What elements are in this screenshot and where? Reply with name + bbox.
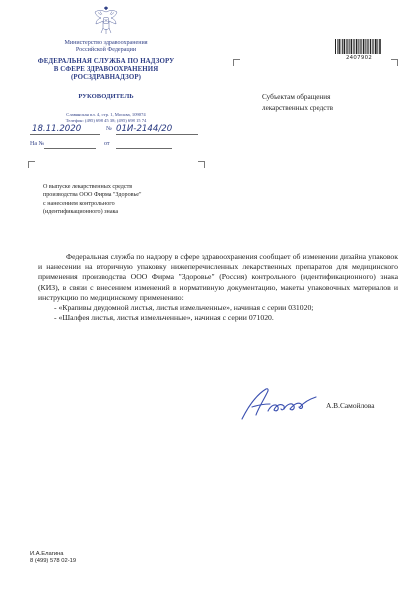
list-item: - «Крапивы двудомной листья, листья измельченные», начиная с серии 031020; xyxy=(54,303,314,313)
document-date: 18.11.2020 xyxy=(32,124,82,134)
bracket-addressee-right xyxy=(391,59,398,66)
bracket-addressee-left xyxy=(233,59,240,66)
na-underline xyxy=(44,148,96,149)
head-title: РУКОВОДИТЕЛЬ xyxy=(78,93,134,100)
bracket-top-left xyxy=(28,161,35,168)
reference-row xyxy=(24,141,204,151)
signer-name: А.В.Самойлова xyxy=(326,401,375,410)
letter-body xyxy=(38,252,398,323)
ot-underline xyxy=(116,148,172,149)
date-underline xyxy=(30,134,100,135)
letter-subject: О выпуске лекарственных средств производства ООО Фирма "Здоровье" с нанесением контрольного (идентификационного) знака xyxy=(43,184,142,216)
registration-number: 01И-2144/20 xyxy=(116,124,173,134)
ministry-name: Министерство здравоохранения Российской Федерации xyxy=(64,40,148,54)
address: Славянская пл. 4, стр. 1, Москва, 109074 Телефон: (495) 698 45 38; (495) 698 15 74 xyxy=(65,112,147,123)
number-sign: № xyxy=(106,126,112,132)
barcode-icon xyxy=(335,39,381,54)
body-paragraph: Федеральная служба по надзору в сфере здравоохранения сообщает об изменении дизайна упаковок и нанесении на вторичную упаковку нижеперечисленных лекарственных препаратов для медицинского применения производства ООО Фирма "Здоровье" (Россия) контрольного (идентификационного) знака (КИЗ), в связи с внесением изменений в нормативную документацию, макеты упаковочных материалов и инструкцию по медицинскому применению: xyxy=(38,252,398,302)
executor-phone: 8 (499) 578 02-19 xyxy=(30,558,77,565)
executor-name: И.А.Елагина xyxy=(30,551,64,557)
date-registration-row xyxy=(24,124,224,136)
bracket-top-right xyxy=(198,161,205,168)
executor-info xyxy=(30,551,76,565)
addressee: Субъектам обращения лекарственных средств xyxy=(262,93,333,112)
number-underline xyxy=(116,134,198,135)
service-name: ФЕДЕРАЛЬНАЯ СЛУЖБА ПО НАДЗОРУ В СФЕРЕ ЗДРАВООХРАНЕНИЯ (РОСЗДРАВНАДЗОР) xyxy=(37,58,175,81)
barcode-number: 2407902 xyxy=(345,55,373,61)
handwritten-signature xyxy=(238,385,318,423)
list-item: - «Шалфея листья, листья измельченные», начиная с серии 071020. xyxy=(54,313,274,323)
ot-label: от xyxy=(104,141,110,147)
coat-of-arms-icon xyxy=(92,6,120,36)
na-label: На № xyxy=(30,141,45,147)
